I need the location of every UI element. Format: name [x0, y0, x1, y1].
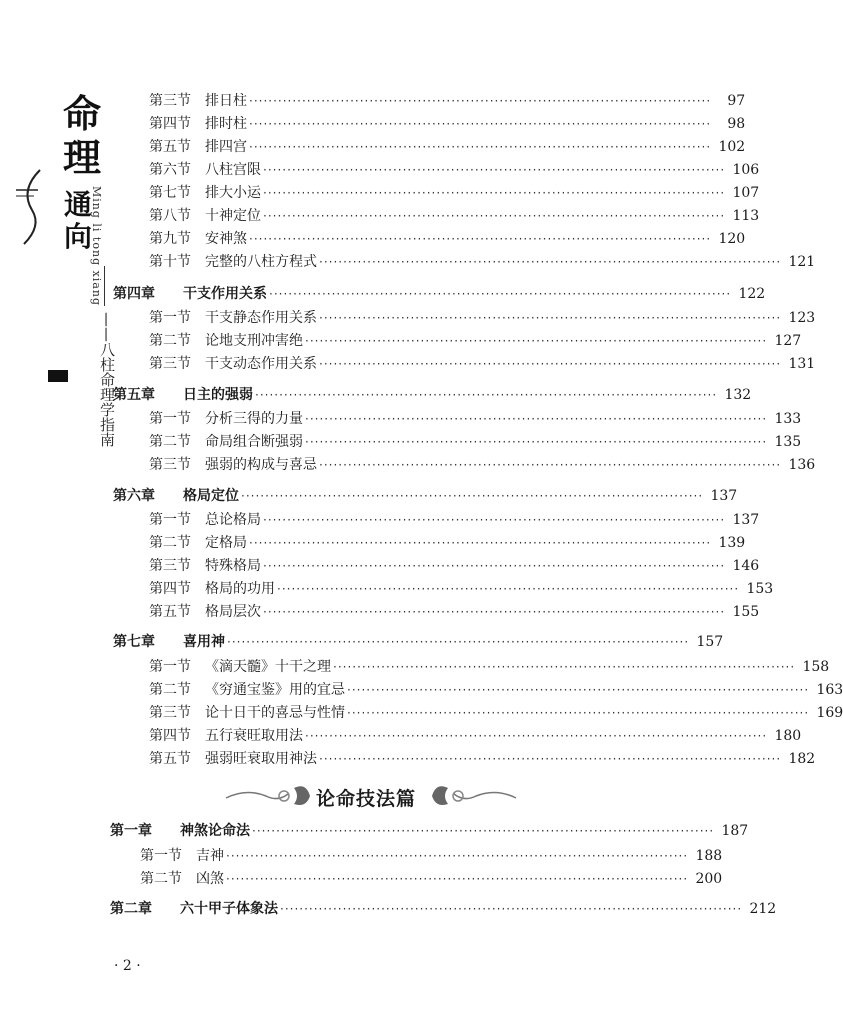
toc-section[interactable]	[149, 136, 746, 158]
toc-leader: ································································································	[347, 683, 810, 697]
toc-page: 200	[695, 871, 723, 887]
toc-section-label: 第九节 安神煞	[149, 231, 247, 247]
side-title-char-1: 命	[62, 92, 101, 136]
toc-leader: ································································································	[305, 412, 768, 426]
toc-page: 135	[774, 434, 802, 450]
toc-leader: ································································································	[263, 209, 726, 223]
toc-chapter-label: 第六章 格局定位	[113, 488, 239, 504]
toc-page: 98	[727, 116, 746, 132]
toc-section[interactable]	[149, 228, 746, 250]
toc-section[interactable]	[149, 656, 830, 678]
toc-part-chapter-1[interactable]	[110, 820, 749, 842]
toc-leader: ································································································	[319, 255, 782, 269]
toc-page: 133	[774, 411, 802, 427]
toc-page: 188	[695, 848, 723, 864]
toc-page: 182	[788, 751, 816, 767]
toc-leader: ································································································	[263, 605, 726, 619]
toc-page: 120	[718, 231, 746, 247]
toc-leader: ································································································	[227, 635, 690, 649]
toc-page: 102	[718, 139, 746, 155]
toc-section[interactable]	[140, 868, 723, 890]
side-block-mark	[48, 370, 68, 382]
toc-chapter-label: 第一章 神煞论命法	[110, 823, 250, 839]
toc-page: 146	[732, 558, 760, 574]
toc-leader: ································································································	[249, 536, 712, 550]
toc-section-label: 第二节 凶煞	[140, 871, 224, 887]
toc-page: 163	[816, 682, 843, 698]
toc-section-label: 第三节 特殊格局	[149, 558, 261, 574]
toc-chapter-label: 第二章 六十甲子体象法	[110, 901, 278, 917]
toc-page: 97	[727, 93, 746, 109]
toc-section[interactable]	[149, 307, 816, 329]
toc-chapter-7[interactable]	[113, 631, 724, 653]
toc-section-label: 第七节 排大小运	[149, 185, 261, 201]
toc-chapter-5[interactable]	[113, 384, 752, 406]
toc-section-label: 第六节 八柱宫限	[149, 162, 261, 178]
toc-section[interactable]	[149, 454, 816, 476]
toc-section-label: 第五节 排四宫	[149, 139, 247, 155]
toc-page: 153	[746, 581, 774, 597]
toc-page: 136	[788, 457, 816, 473]
toc-section-label: 第五节 格局层次	[149, 604, 261, 620]
toc-section-label: 第二节 定格局	[149, 535, 247, 551]
toc-section-label: 第三节 强弱的构成与喜忌	[149, 457, 317, 473]
toc-section-label: 第十节 完整的八柱方程式	[149, 254, 317, 270]
toc-page: 121	[788, 254, 816, 270]
toc-leader: ································································································	[263, 163, 726, 177]
toc-page: 132	[724, 387, 752, 403]
toc-part-chapter-2[interactable]	[110, 898, 777, 920]
toc-section[interactable]	[149, 702, 843, 724]
toc-leader: ································································································	[269, 287, 732, 301]
toc-page: 122	[738, 286, 766, 302]
toc-page: 212	[749, 901, 777, 917]
toc-section-label: 第一节 《滴天髓》十干之理	[149, 659, 331, 675]
toc-leader: ································································································	[305, 729, 768, 743]
toc-page: 137	[732, 512, 760, 528]
side-title-char-3: 通	[63, 188, 92, 221]
toc-section-label: 第二节 《穷通宝鉴》用的宜忌	[149, 682, 345, 698]
toc-chapter-4[interactable]	[113, 283, 766, 305]
toc-leader: ································································································	[305, 435, 768, 449]
toc-section-label: 第二节 论地支刑冲害绝	[149, 333, 303, 349]
toc-section[interactable]	[149, 408, 802, 430]
toc-page: 131	[788, 356, 816, 372]
toc-leader: ································································································	[226, 849, 689, 863]
toc-section-label: 第三节 干支动态作用关系	[149, 356, 317, 372]
toc-section-label: 第一节 吉神	[140, 848, 224, 864]
toc-page: 113	[732, 208, 760, 224]
toc-section-label: 第一节 总论格局	[149, 512, 261, 528]
toc-section[interactable]	[149, 159, 760, 181]
toc-page: 139	[718, 535, 746, 551]
toc-leader: ································································································	[319, 458, 782, 472]
toc-page: 158	[802, 659, 830, 675]
toc-section-label: 第二节 命局组合断强弱	[149, 434, 303, 450]
toc-leader: ································································································	[263, 559, 726, 573]
toc-leader: ································································································	[280, 902, 743, 916]
toc-section[interactable]	[149, 725, 802, 747]
toc-page: 187	[721, 823, 749, 839]
toc-leader: ································································································	[252, 824, 715, 838]
toc-page: 180	[774, 728, 802, 744]
toc-section[interactable]	[149, 90, 746, 112]
toc-chapter-label: 第七章 喜用神	[113, 634, 225, 650]
toc-page: 157	[696, 634, 724, 650]
toc-section[interactable]	[149, 431, 802, 453]
toc-chapter-6[interactable]	[113, 485, 738, 507]
toc-leader: ································································································	[305, 334, 768, 348]
toc-section[interactable]	[149, 601, 760, 623]
toc-page: 107	[732, 185, 760, 201]
toc-leader: ································································································	[333, 660, 796, 674]
toc-section[interactable]	[149, 353, 816, 375]
toc-leader: ································································································	[255, 388, 718, 402]
toc-section-label: 第一节 分析三得的力量	[149, 411, 303, 427]
toc-leader: ································································································	[263, 186, 726, 200]
part-title: 论命技法篇	[316, 788, 417, 810]
toc-page: 169	[816, 705, 843, 721]
toc-leader: ································································································	[249, 94, 712, 108]
toc-page: 123	[788, 310, 816, 326]
side-title-char-4: 向	[63, 220, 92, 253]
toc-section-label: 第四节 格局的功用	[149, 581, 275, 597]
toc-leader: ································································································	[249, 140, 712, 154]
toc-page: 137	[710, 488, 738, 504]
toc-section-label: 第四节 排时柱	[149, 116, 247, 132]
toc-page: 106	[732, 162, 760, 178]
toc-section[interactable]	[149, 251, 816, 273]
toc-section[interactable]	[149, 330, 802, 352]
toc-section-label: 第四节 五行衰旺取用法	[149, 728, 303, 744]
toc-section[interactable]	[149, 532, 746, 554]
side-rule	[104, 266, 105, 306]
toc-section-label: 第三节 论十日干的喜忌与性情	[149, 705, 345, 721]
side-pinyin: Ming li tong xiang	[90, 186, 103, 307]
toc-section-label: 第八节 十神定位	[149, 208, 261, 224]
toc-section[interactable]	[140, 845, 723, 867]
toc-section-label: 第三节 排日柱	[149, 93, 247, 109]
toc-section[interactable]	[149, 509, 760, 531]
toc-leader: ································································································	[277, 582, 740, 596]
toc-page: 155	[732, 604, 760, 620]
toc-leader: ································································································	[319, 311, 782, 325]
toc-section[interactable]	[149, 748, 816, 770]
toc-leader: ································································································	[319, 752, 782, 766]
toc-section[interactable]	[149, 182, 760, 204]
toc-leader: ································································································	[263, 513, 726, 527]
toc-leader: ································································································	[226, 872, 689, 886]
toc-leader: ································································································	[347, 706, 810, 720]
toc-section-label: 第一节 干支静态作用关系	[149, 310, 317, 326]
toc-section-label: 第五节 强弱旺衰取用神法	[149, 751, 317, 767]
side-title-char-2: 理	[62, 136, 101, 180]
toc-section[interactable]	[149, 205, 760, 227]
toc-chapter-label: 第五章 日主的强弱	[113, 387, 253, 403]
toc-section[interactable]	[149, 679, 843, 701]
toc-chapter-label: 第四章 干支作用关系	[113, 286, 267, 302]
toc-leader: ································································································	[319, 357, 782, 371]
toc-section[interactable]	[149, 578, 774, 600]
toc-leader: ································································································	[241, 489, 704, 503]
toc-page: 127	[774, 333, 802, 349]
page-number: · 2 ·	[114, 958, 141, 974]
toc-section[interactable]	[149, 555, 760, 577]
side-subtitle: ——八柱命理学指南	[98, 312, 116, 447]
side-ornament	[10, 160, 60, 270]
toc-leader: ································································································	[249, 117, 712, 131]
toc-section[interactable]	[149, 113, 746, 135]
toc-leader: ································································································	[249, 232, 712, 246]
